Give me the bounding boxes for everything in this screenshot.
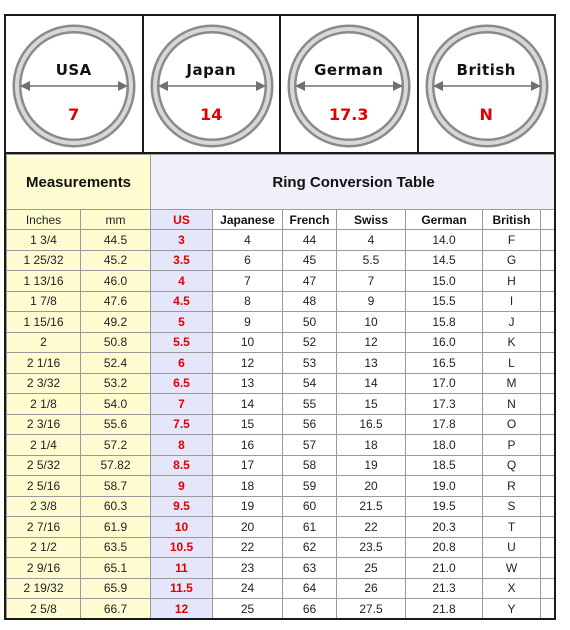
empty-cell bbox=[541, 414, 556, 435]
empty-cell bbox=[541, 210, 556, 230]
cell-inches: 2 5/8 bbox=[7, 599, 81, 620]
cell-inches: 1 13/16 bbox=[7, 271, 81, 292]
cell-japanese: 25 bbox=[213, 599, 283, 620]
cell-british: F bbox=[483, 230, 541, 251]
cell-british: L bbox=[483, 353, 541, 374]
empty-cell bbox=[541, 394, 556, 415]
cell-french: 60 bbox=[283, 496, 337, 517]
ring-japan bbox=[144, 16, 282, 152]
ring-value-japan: 14 bbox=[200, 105, 223, 124]
cell-inches: 2 7/16 bbox=[7, 517, 81, 538]
cell-french: 59 bbox=[283, 476, 337, 497]
cell-german: 14.5 bbox=[406, 250, 483, 271]
cell-inches: 2 3/32 bbox=[7, 373, 81, 394]
ring-icon bbox=[419, 16, 556, 152]
cell-mm: 53.2 bbox=[81, 373, 151, 394]
table-row bbox=[7, 435, 557, 456]
cell-japanese: 13 bbox=[213, 373, 283, 394]
empty-cell bbox=[541, 435, 556, 456]
empty-cell bbox=[541, 578, 556, 599]
ring-size-header bbox=[4, 14, 556, 154]
cell-mm: 61.9 bbox=[81, 517, 151, 538]
cell-us: 5 bbox=[151, 312, 213, 333]
empty-cell bbox=[541, 312, 556, 333]
empty-cell bbox=[541, 558, 556, 579]
cell-french: 50 bbox=[283, 312, 337, 333]
ring-icon bbox=[6, 16, 143, 152]
ring-label-german: German bbox=[314, 61, 384, 79]
cell-german: 19.5 bbox=[406, 496, 483, 517]
cell-french: 44 bbox=[283, 230, 337, 251]
cell-japanese: 16 bbox=[213, 435, 283, 456]
cell-swiss: 15 bbox=[337, 394, 406, 415]
cell-french: 45 bbox=[283, 250, 337, 271]
table-row bbox=[7, 230, 557, 251]
table-row bbox=[7, 476, 557, 497]
cell-us: 5.5 bbox=[151, 332, 213, 353]
cell-german: 21.8 bbox=[406, 599, 483, 620]
cell-us: 10.5 bbox=[151, 537, 213, 558]
table-row bbox=[7, 517, 557, 538]
cell-us: 7 bbox=[151, 394, 213, 415]
cell-japanese: 17 bbox=[213, 455, 283, 476]
cell-mm: 57.2 bbox=[81, 435, 151, 456]
empty-cell bbox=[541, 230, 556, 251]
cell-mm: 52.4 bbox=[81, 353, 151, 374]
table-row bbox=[7, 373, 557, 394]
cell-german: 20.8 bbox=[406, 537, 483, 558]
cell-french: 55 bbox=[283, 394, 337, 415]
ring-usa bbox=[6, 16, 144, 152]
column-header-inches: Inches bbox=[7, 210, 81, 230]
cell-us: 7.5 bbox=[151, 414, 213, 435]
cell-mm: 65.1 bbox=[81, 558, 151, 579]
table-row bbox=[7, 414, 557, 435]
cell-swiss: 13 bbox=[337, 353, 406, 374]
cell-swiss: 19 bbox=[337, 455, 406, 476]
cell-japanese: 7 bbox=[213, 271, 283, 292]
cell-inches: 1 3/4 bbox=[7, 230, 81, 251]
cell-british: O bbox=[483, 414, 541, 435]
cell-japanese: 22 bbox=[213, 537, 283, 558]
cell-french: 52 bbox=[283, 332, 337, 353]
cell-japanese: 19 bbox=[213, 496, 283, 517]
cell-german: 16.5 bbox=[406, 353, 483, 374]
cell-british: W bbox=[483, 558, 541, 579]
column-header-japanese: Japanese bbox=[213, 210, 283, 230]
cell-german: 20.3 bbox=[406, 517, 483, 538]
empty-cell bbox=[541, 353, 556, 374]
cell-british: G bbox=[483, 250, 541, 271]
cell-french: 56 bbox=[283, 414, 337, 435]
cell-swiss: 25 bbox=[337, 558, 406, 579]
cell-inches: 2 5/16 bbox=[7, 476, 81, 497]
cell-british: S bbox=[483, 496, 541, 517]
cell-german: 15.0 bbox=[406, 271, 483, 292]
ring-label-usa: USA bbox=[55, 61, 92, 79]
cell-us: 9 bbox=[151, 476, 213, 497]
cell-japanese: 15 bbox=[213, 414, 283, 435]
cell-us: 4 bbox=[151, 271, 213, 292]
column-header-german: German bbox=[406, 210, 483, 230]
cell-japanese: 8 bbox=[213, 291, 283, 312]
cell-us: 6.5 bbox=[151, 373, 213, 394]
cell-inches: 1 7/8 bbox=[7, 291, 81, 312]
cell-inches: 2 bbox=[7, 332, 81, 353]
cell-german: 17.3 bbox=[406, 394, 483, 415]
cell-mm: 47.6 bbox=[81, 291, 151, 312]
cell-german: 21.0 bbox=[406, 558, 483, 579]
cell-mm: 50.8 bbox=[81, 332, 151, 353]
cell-japanese: 12 bbox=[213, 353, 283, 374]
cell-inches: 2 1/16 bbox=[7, 353, 81, 374]
table-row bbox=[7, 496, 557, 517]
cell-us: 12 bbox=[151, 599, 213, 620]
cell-us: 3.5 bbox=[151, 250, 213, 271]
cell-swiss: 27.5 bbox=[337, 599, 406, 620]
cell-us: 8 bbox=[151, 435, 213, 456]
column-header-mm: mm bbox=[81, 210, 151, 230]
cell-us: 3 bbox=[151, 230, 213, 251]
cell-japanese: 20 bbox=[213, 517, 283, 538]
cell-mm: 66.7 bbox=[81, 599, 151, 620]
cell-us: 6 bbox=[151, 353, 213, 374]
cell-inches: 2 19/32 bbox=[7, 578, 81, 599]
cell-swiss: 23.5 bbox=[337, 537, 406, 558]
table-row bbox=[7, 312, 557, 333]
table-row bbox=[7, 271, 557, 292]
cell-german: 15.5 bbox=[406, 291, 483, 312]
cell-french: 54 bbox=[283, 373, 337, 394]
column-header-french: French bbox=[283, 210, 337, 230]
cell-german: 21.3 bbox=[406, 578, 483, 599]
cell-swiss: 20 bbox=[337, 476, 406, 497]
cell-swiss: 9 bbox=[337, 291, 406, 312]
column-header-row bbox=[7, 210, 557, 230]
cell-us: 8.5 bbox=[151, 455, 213, 476]
empty-cell bbox=[541, 517, 556, 538]
cell-british: P bbox=[483, 435, 541, 456]
cell-mm: 55.6 bbox=[81, 414, 151, 435]
empty-cell bbox=[541, 373, 556, 394]
cell-french: 62 bbox=[283, 537, 337, 558]
cell-german: 15.8 bbox=[406, 312, 483, 333]
empty-cell bbox=[541, 291, 556, 312]
cell-british: J bbox=[483, 312, 541, 333]
cell-french: 57 bbox=[283, 435, 337, 456]
cell-french: 66 bbox=[283, 599, 337, 620]
empty-cell bbox=[541, 476, 556, 497]
empty-cell bbox=[541, 250, 556, 271]
cell-british: U bbox=[483, 537, 541, 558]
cell-inches: 2 5/32 bbox=[7, 455, 81, 476]
cell-german: 17.0 bbox=[406, 373, 483, 394]
cell-japanese: 23 bbox=[213, 558, 283, 579]
cell-japanese: 24 bbox=[213, 578, 283, 599]
cell-us: 9.5 bbox=[151, 496, 213, 517]
table-row bbox=[7, 558, 557, 579]
cell-french: 61 bbox=[283, 517, 337, 538]
cell-british: K bbox=[483, 332, 541, 353]
cell-french: 63 bbox=[283, 558, 337, 579]
cell-inches: 2 1/4 bbox=[7, 435, 81, 456]
cell-inches: 2 3/16 bbox=[7, 414, 81, 435]
cell-british: X bbox=[483, 578, 541, 599]
cell-japanese: 6 bbox=[213, 250, 283, 271]
cell-us: 11 bbox=[151, 558, 213, 579]
cell-mm: 65.9 bbox=[81, 578, 151, 599]
cell-swiss: 4 bbox=[337, 230, 406, 251]
ring-german bbox=[281, 16, 419, 152]
ring-value-german: 17.3 bbox=[329, 105, 369, 124]
cell-mm: 63.5 bbox=[81, 537, 151, 558]
empty-cell bbox=[541, 496, 556, 517]
ring-icon bbox=[144, 16, 281, 152]
cell-french: 48 bbox=[283, 291, 337, 312]
table-row bbox=[7, 353, 557, 374]
table-title: Ring Conversion Table bbox=[151, 155, 556, 210]
cell-swiss: 22 bbox=[337, 517, 406, 538]
cell-mm: 44.5 bbox=[81, 230, 151, 251]
ring-conversion-table bbox=[6, 154, 556, 620]
cell-swiss: 10 bbox=[337, 312, 406, 333]
cell-british: T bbox=[483, 517, 541, 538]
cell-swiss: 16.5 bbox=[337, 414, 406, 435]
cell-mm: 46.0 bbox=[81, 271, 151, 292]
cell-british: M bbox=[483, 373, 541, 394]
cell-japanese: 18 bbox=[213, 476, 283, 497]
cell-british: R bbox=[483, 476, 541, 497]
cell-british: I bbox=[483, 291, 541, 312]
ring-label-japan: Japan bbox=[186, 61, 237, 79]
cell-british: N bbox=[483, 394, 541, 415]
table-row bbox=[7, 578, 557, 599]
column-header-british: British bbox=[483, 210, 541, 230]
table-row bbox=[7, 599, 557, 620]
cell-japanese: 4 bbox=[213, 230, 283, 251]
cell-us: 11.5 bbox=[151, 578, 213, 599]
cell-german: 14.0 bbox=[406, 230, 483, 251]
cell-japanese: 14 bbox=[213, 394, 283, 415]
cell-swiss: 7 bbox=[337, 271, 406, 292]
cell-inches: 2 3/8 bbox=[7, 496, 81, 517]
cell-german: 16.0 bbox=[406, 332, 483, 353]
cell-mm: 57.82 bbox=[81, 455, 151, 476]
table-row bbox=[7, 291, 557, 312]
cell-swiss: 12 bbox=[337, 332, 406, 353]
cell-swiss: 21.5 bbox=[337, 496, 406, 517]
cell-inches: 2 9/16 bbox=[7, 558, 81, 579]
cell-french: 64 bbox=[283, 578, 337, 599]
cell-british: Y bbox=[483, 599, 541, 620]
cell-british: H bbox=[483, 271, 541, 292]
cell-mm: 54.0 bbox=[81, 394, 151, 415]
empty-cell bbox=[541, 332, 556, 353]
ring-value-usa: 7 bbox=[68, 105, 80, 124]
cell-inches: 1 15/16 bbox=[7, 312, 81, 333]
measurements-title: Measurements bbox=[7, 155, 151, 210]
cell-german: 18.0 bbox=[406, 435, 483, 456]
cell-mm: 58.7 bbox=[81, 476, 151, 497]
cell-mm: 45.2 bbox=[81, 250, 151, 271]
ring-conversion-table-frame bbox=[4, 154, 556, 620]
cell-swiss: 5.5 bbox=[337, 250, 406, 271]
cell-japanese: 9 bbox=[213, 312, 283, 333]
column-header-swiss: Swiss bbox=[337, 210, 406, 230]
cell-french: 47 bbox=[283, 271, 337, 292]
cell-inches: 1 25/32 bbox=[7, 250, 81, 271]
cell-swiss: 18 bbox=[337, 435, 406, 456]
empty-cell bbox=[541, 455, 556, 476]
cell-us: 10 bbox=[151, 517, 213, 538]
table-row bbox=[7, 332, 557, 353]
cell-french: 53 bbox=[283, 353, 337, 374]
cell-german: 18.5 bbox=[406, 455, 483, 476]
cell-french: 58 bbox=[283, 455, 337, 476]
cell-mm: 60.3 bbox=[81, 496, 151, 517]
cell-japanese: 10 bbox=[213, 332, 283, 353]
table-row bbox=[7, 537, 557, 558]
empty-cell bbox=[541, 537, 556, 558]
table-row bbox=[7, 250, 557, 271]
table-row bbox=[7, 455, 557, 476]
ring-icon bbox=[281, 16, 418, 152]
cell-german: 17.8 bbox=[406, 414, 483, 435]
empty-cell bbox=[541, 271, 556, 292]
cell-swiss: 14 bbox=[337, 373, 406, 394]
table-row bbox=[7, 394, 557, 415]
cell-german: 19.0 bbox=[406, 476, 483, 497]
cell-mm: 49.2 bbox=[81, 312, 151, 333]
cell-inches: 2 1/8 bbox=[7, 394, 81, 415]
ring-value-british: N bbox=[479, 105, 493, 124]
cell-inches: 2 1/2 bbox=[7, 537, 81, 558]
column-header-us: US bbox=[151, 210, 213, 230]
empty-cell bbox=[541, 599, 556, 620]
ring-label-british: British bbox=[456, 61, 516, 79]
cell-us: 4.5 bbox=[151, 291, 213, 312]
cell-british: Q bbox=[483, 455, 541, 476]
ring-british bbox=[419, 16, 555, 152]
cell-swiss: 26 bbox=[337, 578, 406, 599]
